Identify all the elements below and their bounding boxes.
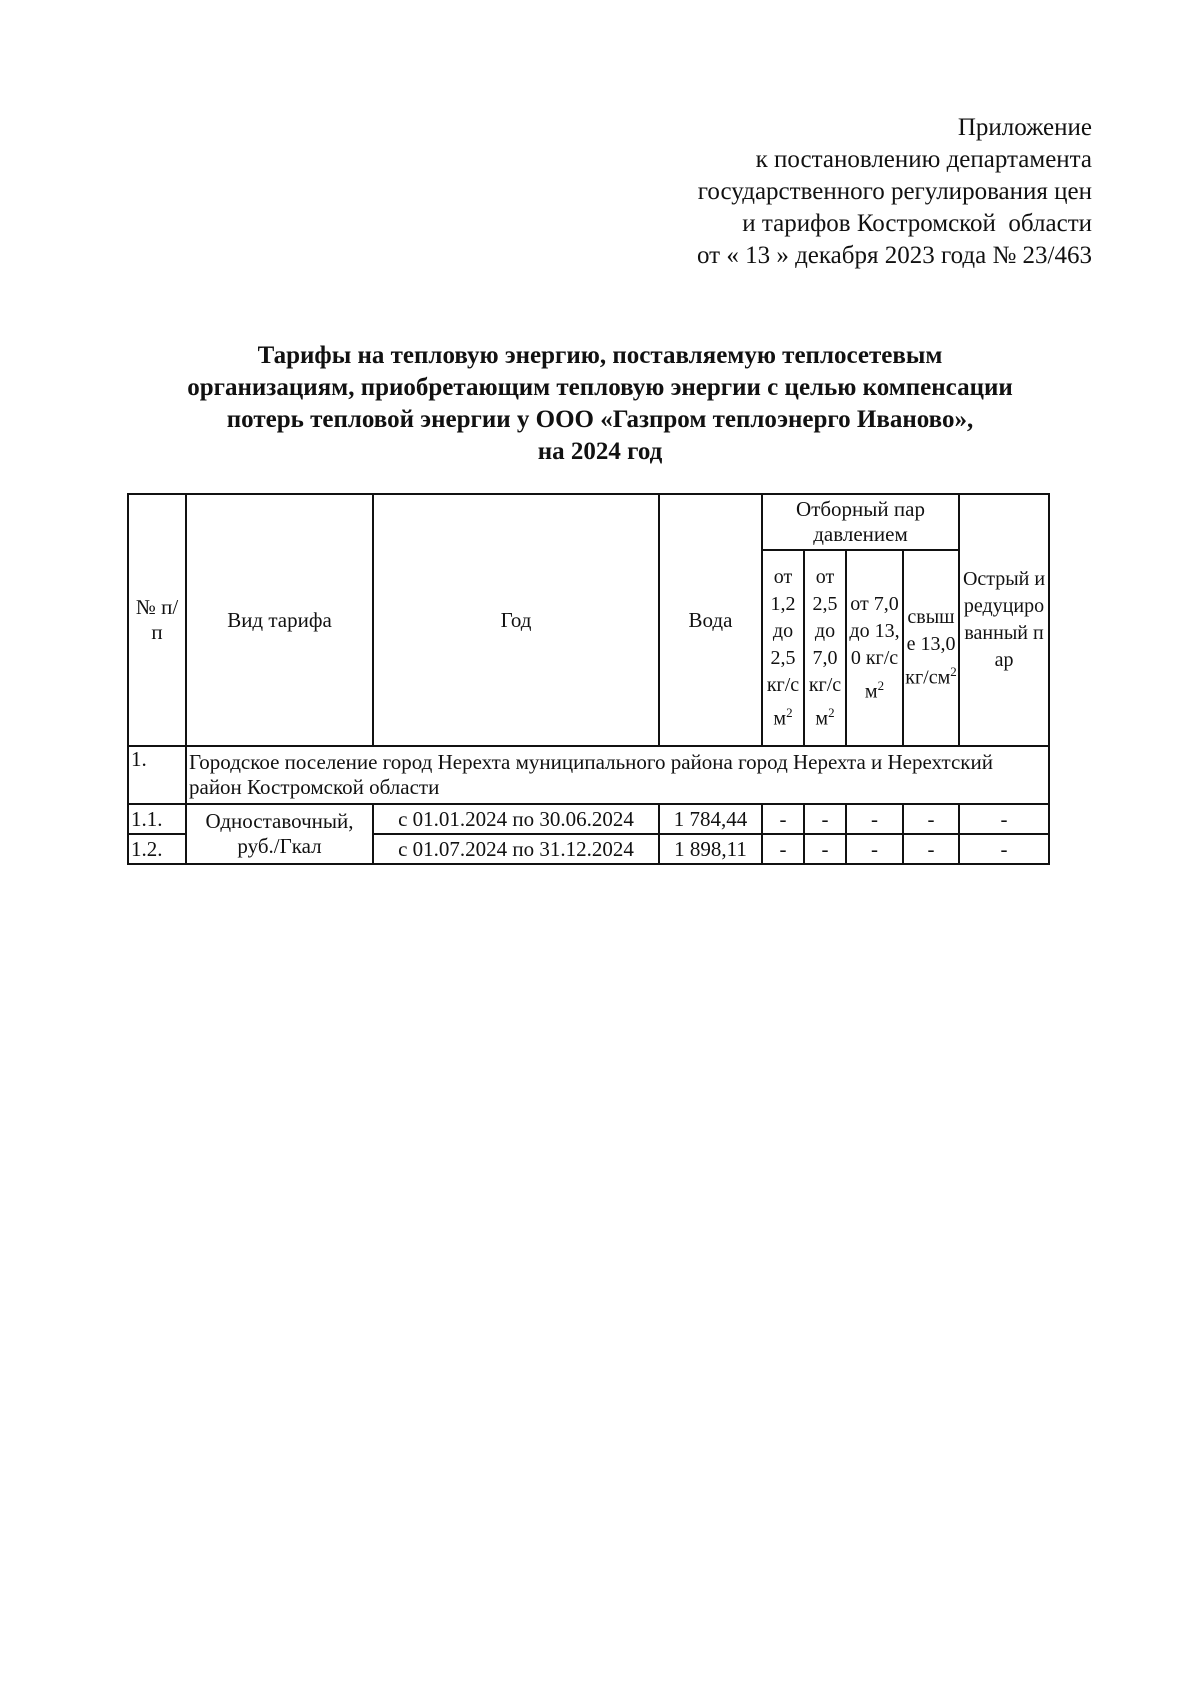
row-water: 1 898,11 [659,834,762,864]
appendix-line-3: государственного регулирования цен [697,178,1092,205]
header-steam-2 [804,550,846,746]
title-line-4: на 2024 год [537,438,663,465]
row-steam-2: - [804,804,846,834]
appendix-header [697,112,1092,272]
row-sharp-steam: - [959,834,1049,864]
title-line-3: потерь тепловой энергии у ООО «Газпром теплоэнерго Иваново», [226,406,974,433]
header-steam-4-sup: 2 [950,664,957,680]
section-label: Городское поселение город Нерехта муниципального района город Нерехта и Нерехтский район Костромской области [186,746,1049,804]
header-steam-group: Отборный пар давлением [762,494,959,550]
header-water: Вода [659,494,762,746]
appendix-line-5: от « 13 » декабря 2023 года № 23/463 [696,242,1092,269]
table-row [128,804,1049,834]
row-steam-4: - [903,804,959,834]
header-steam-3 [846,550,903,746]
header-steam-1-text: от 1,2 до 2,5 кг/см [766,565,800,730]
tariff-type-cell: Одноставочный, руб./Гкал [186,804,373,864]
row-steam-4: - [903,834,959,864]
row-sharp-steam: - [959,804,1049,834]
header-steam-4-text: свыше 13,0 кг/см [905,606,956,689]
header-steam-2-sup: 2 [828,704,835,720]
header-steam-1-sup: 2 [786,704,793,720]
header-num: № п/п [128,494,186,746]
header-tariff-type: Вид тарифа [186,494,373,746]
document-title [100,340,1100,468]
appendix-line-2: к постановлению департамента [755,146,1092,173]
row-num: 1.1. [128,804,186,834]
appendix-line-1: Приложение [957,114,1092,141]
header-steam-3-sup: 2 [877,677,885,693]
row-steam-3: - [846,804,903,834]
header-steam-1 [762,550,804,746]
row-steam-2: - [804,834,846,864]
row-num: 1.2. [128,834,186,864]
row-steam-1: - [762,804,804,834]
title-line-1: Тарифы на тепловую энергию, поставляемую теплосетевым [257,342,943,369]
row-steam-1: - [762,834,804,864]
appendix-line-4: и тарифов Костромской области [742,210,1092,237]
tariff-table [127,493,1050,865]
row-steam-3: - [846,834,903,864]
row-period: с 01.07.2024 по 31.12.2024 [373,834,659,864]
header-steam-4 [903,550,959,746]
header-steam-2-text: от 2,5 до 7,0 кг/см [808,565,842,730]
header-row-1 [128,494,1049,550]
row-water: 1 784,44 [659,804,762,834]
row-period: с 01.01.2024 по 30.06.2024 [373,804,659,834]
header-sharp-steam: Острый и редуцированный пар [959,494,1049,746]
header-steam-3-text: от 7,0 до 13,0 кг/см [849,592,900,703]
title-line-2: организациям, приобретающим тепловую энергии с целью компенсации [187,374,1013,401]
section-num: 1. [128,746,186,804]
header-year: Год [373,494,659,746]
section-row [128,746,1049,804]
